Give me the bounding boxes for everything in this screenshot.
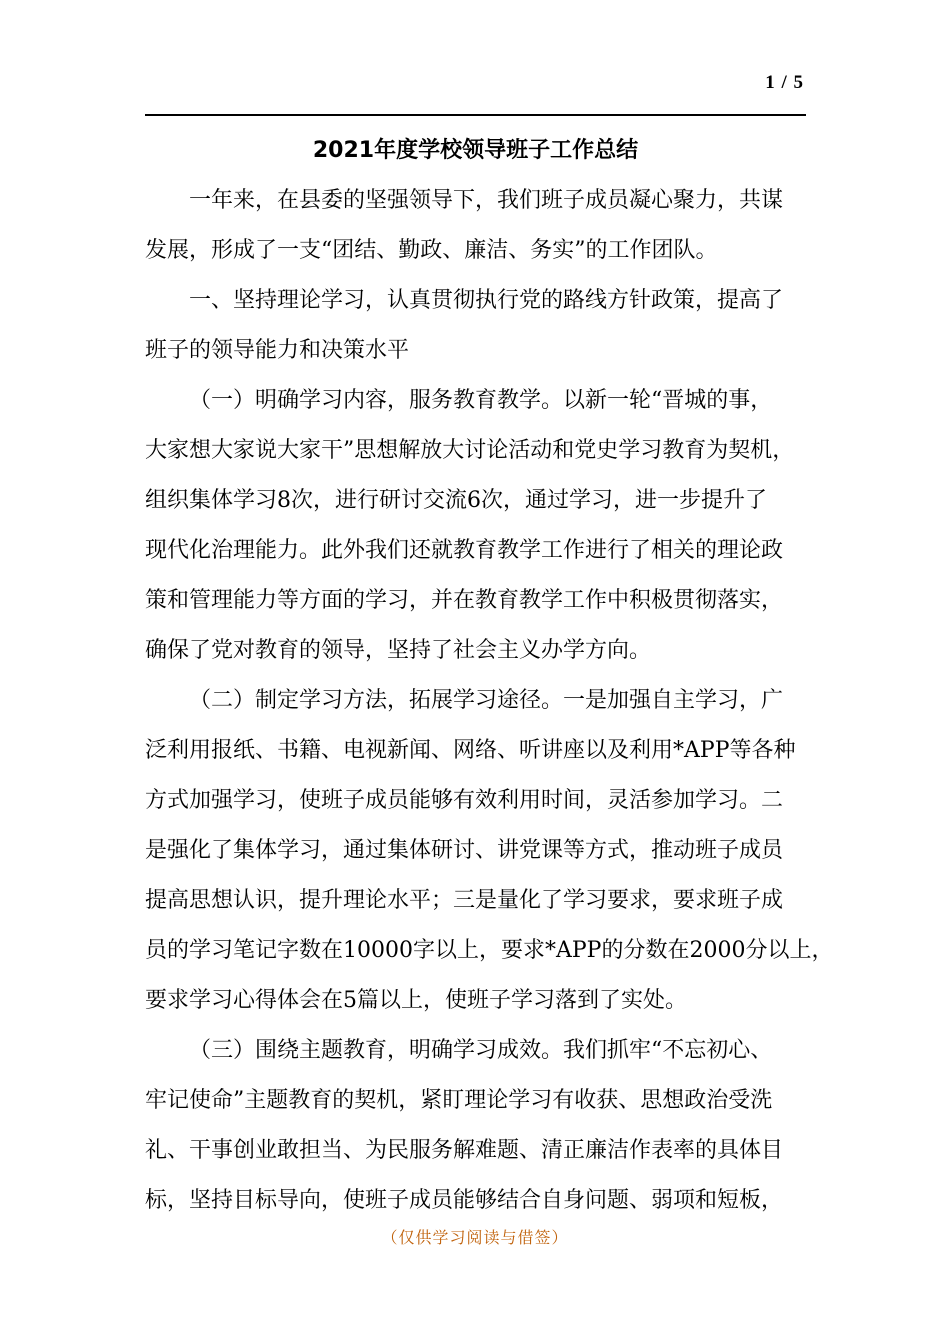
text-line: 标，坚持目标导向，使班子成员能够结合自身问题、弱项和短板， [145,1188,784,1213]
document-body [145,176,834,1226]
text-line: 要求学习心得体会在5篇以上，使班子学习落到了实处。 [145,988,687,1013]
text-line: 一、坚持理论学习，认真贯彻执行党的路线方针政策，提高了 [189,288,784,313]
text-line: 礼、干事创业敢担当、为民服务解难题、清正廉洁作表率的具体目 [145,1138,784,1163]
text-line: 方式加强学习，使班子成员能够有效利用时间，灵活参加学习。二 [145,788,784,813]
section-heading-1 [145,276,825,376]
page-number: 1 / 5 [765,72,804,93]
paragraph-study-content [145,376,825,676]
text-line: 泛利用报纸、书籍、电视新闻、网络、听讲座以及利用*APP等各种 [145,738,796,763]
text-line: 牢记使命”主题教育的契机，紧盯理论学习有收获、思想政治受洗 [145,1088,773,1113]
text-line: 策和管理能力等方面的学习，并在教育教学工作中积极贯彻落实， [145,588,784,613]
text-line: （二）制定学习方法，拓展学习途径。一是加强自主学习，广 [189,688,784,713]
text-line: 现代化治理能力。此外我们还就教育教学工作进行了相关的理论政 [145,538,784,563]
text-line: （三）围绕主题教育，明确学习成效。我们抓牢“不忘初心、 [189,1038,773,1063]
document-title: 2021年度学校领导班子工作总结 [312,138,639,163]
text-line: 提高思想认识，提升理论水平；三是量化了学习要求，要求班子成 [145,888,784,913]
text-line: 是强化了集体学习，通过集体研讨、讲党课等方式，推动班子成员 [145,838,784,863]
text-line: （一）明确学习内容，服务教育教学。以新一轮“晋城的事， [189,388,773,413]
text-line: 员的学习笔记字数在10000字以上，要求*APP的分数在2000分以上， [145,938,834,963]
text-line: 组织集体学习8次，进行研讨交流6次，通过学习，进一步提升了 [145,488,767,513]
footer-note: （仅供学习阅读与借签） [381,1228,569,1247]
text-line: 确保了党对教育的领导，坚持了社会主义办学方向。 [145,638,652,663]
text-line: 大家想大家说大家干”思想解放大讨论活动和党史学习教育为契机， [145,438,795,463]
text-line: 班子的领导能力和决策水平 [145,338,410,363]
paragraph-study-methods [145,676,834,1026]
text-line: 一年来，在县委的坚强领导下，我们班子成员凝心聚力，共谋 [189,188,784,213]
header-divider [145,114,806,116]
paragraph-intro [145,176,825,276]
text-line: 发展，形成了一支“团结、勤政、廉洁、务实”的工作团队。 [145,238,718,263]
paragraph-theme-education [145,1026,825,1226]
